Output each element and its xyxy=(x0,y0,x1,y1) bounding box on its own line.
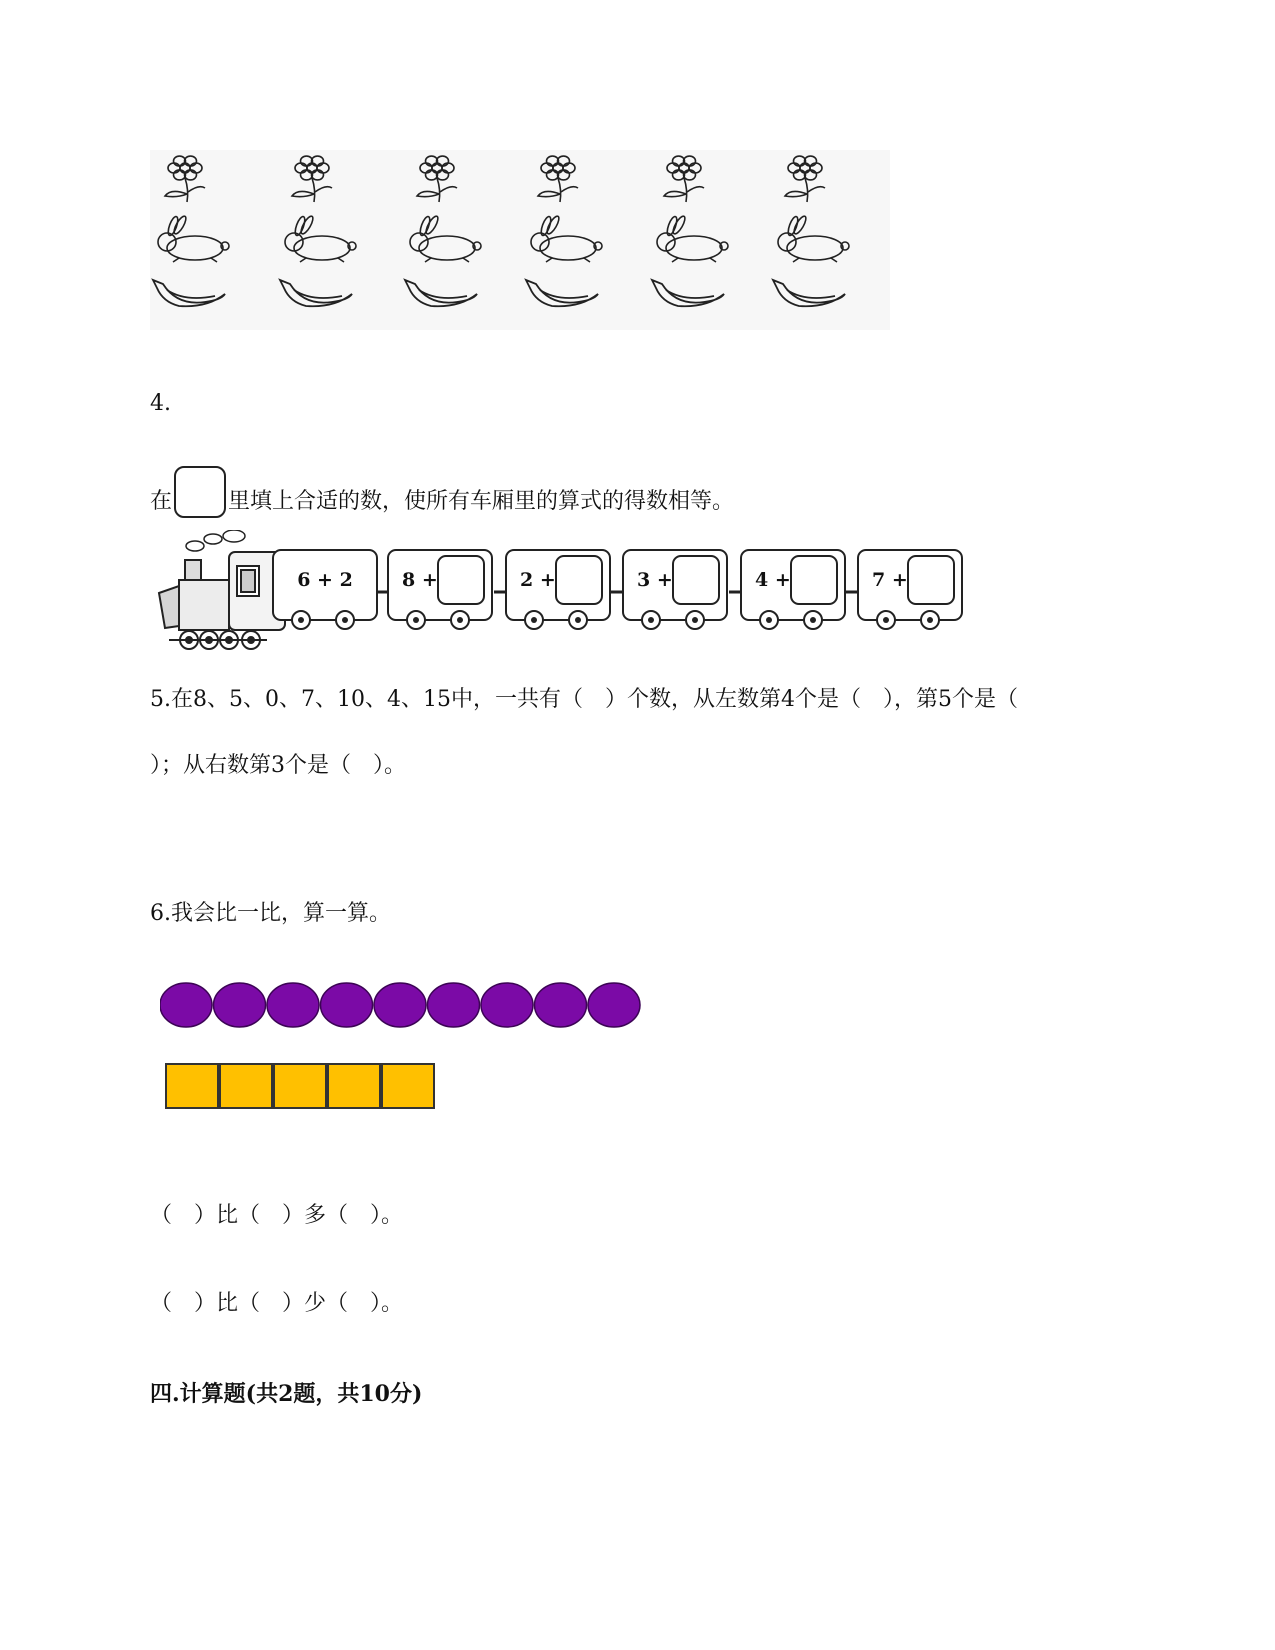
yellow-square xyxy=(382,1064,434,1108)
q5-line2: ）；从右数第3个是（ ）。 xyxy=(150,753,406,778)
answer-box-icon xyxy=(673,556,719,604)
circles-row xyxy=(160,975,680,1035)
train-carriage xyxy=(611,550,727,629)
carriage-expression: 6 + 2 xyxy=(297,569,353,591)
purple-circle xyxy=(428,983,480,1027)
train-carriage xyxy=(376,550,492,629)
yellow-square xyxy=(220,1064,272,1108)
q6-title: 6.我会比一比，算一算。 xyxy=(150,901,391,926)
purple-circle xyxy=(481,983,533,1027)
q4-number: 4. xyxy=(150,391,171,416)
smoke-icon xyxy=(186,530,245,551)
purple-circle xyxy=(588,983,640,1027)
carriage-expression: 8 + xyxy=(402,569,438,591)
q6-compare-more: （ ）比（ ）多（ ）。 xyxy=(150,1203,404,1228)
carriage-expression: 3 + xyxy=(637,569,673,591)
purple-circle xyxy=(535,983,587,1027)
carriage-expression: 4 + xyxy=(755,569,791,591)
answer-box-icon xyxy=(174,466,226,518)
squares-row xyxy=(165,1063,455,1117)
yellow-square xyxy=(328,1064,380,1108)
train-carriage xyxy=(494,550,610,629)
purple-circle xyxy=(160,983,212,1027)
yellow-square xyxy=(274,1064,326,1108)
answer-box-icon xyxy=(438,556,484,604)
q4-text-after: 里填上合适的数，使所有车厢里的算式的得数相等。 xyxy=(228,489,735,514)
q6-compare-less: （ ）比（ ）少（ ）。 xyxy=(150,1291,404,1316)
carriages xyxy=(273,550,962,629)
carriage-expression: 7 + xyxy=(872,569,908,591)
train-carriage xyxy=(846,550,962,629)
q5-line1: 5.在8、5、0、7、10、4、15中，一共有（ ）个数，从左数第4个是（ ），第5个是（ xyxy=(150,687,1018,712)
answer-box-icon xyxy=(791,556,837,604)
q3-picture xyxy=(150,150,890,330)
section4-heading: 四.计算题(共2题，共10分) xyxy=(150,1381,423,1407)
purple-circle xyxy=(267,983,319,1027)
purple-circle xyxy=(374,983,426,1027)
purple-circle xyxy=(321,983,373,1027)
q4-instruction xyxy=(150,466,734,518)
train-carriage xyxy=(729,550,845,629)
answer-box-icon xyxy=(908,556,954,604)
q4-text-before: 在 xyxy=(150,489,173,514)
yellow-square xyxy=(166,1064,218,1108)
carriage-expression: 2 + xyxy=(520,569,556,591)
train-picture xyxy=(155,530,1005,660)
locomotive-icon xyxy=(159,552,285,649)
purple-circle xyxy=(214,983,266,1027)
answer-box-icon xyxy=(556,556,602,604)
train-carriage xyxy=(273,550,377,629)
